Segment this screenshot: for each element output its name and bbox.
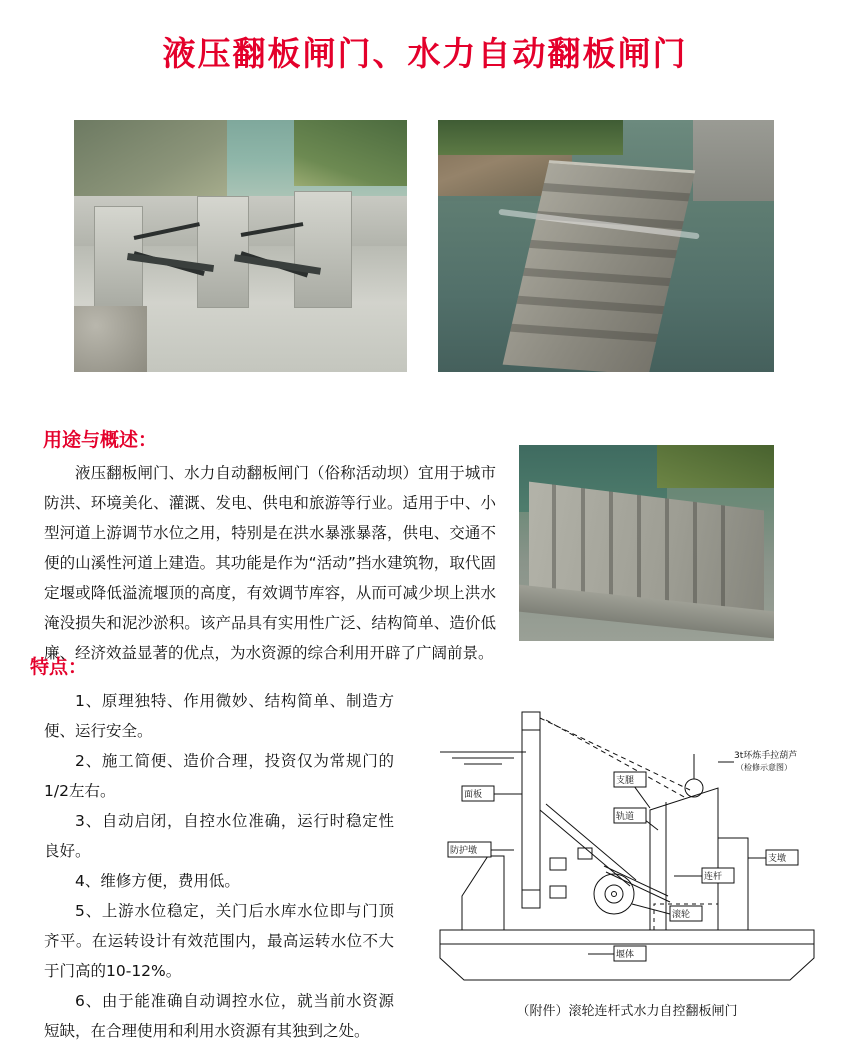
label-hoist-sub-text: （检修示意图） [736,763,792,772]
section-heading-features: 特点： [30,656,88,678]
feature-item: 3、自动启闭，自控水位准确，运行时稳定性良好。 [44,812,394,860]
feature-item: 4、维修方便，费用低。 [75,872,240,890]
section-heading-overview: 用途与概述： [43,429,158,451]
photo-treeline [438,120,623,155]
drawing-label-track [614,808,646,823]
label-roller-text: 滚轮 [672,910,691,920]
drawing-caption: （附件）滚轮连杆式水力自控翻板闸门 [516,1004,738,1019]
label-support-pier-text: 支墩 [768,854,787,864]
photo-weir-segment [510,324,658,342]
drawing-label-roller [670,906,702,921]
label-track-text: 轨道 [616,812,635,822]
photo-flap-gate-row [519,445,774,641]
feature-item: 2、施工简便、造价合理，投资仅为常规门的1/2左右。 [44,752,394,800]
page-title: 液压翻板闸门、水力自动翻板闸门 [162,34,688,73]
drawing-label-hoist [734,749,797,772]
label-panel-text: 面板 [464,790,483,800]
label-support-arm-text: 支腿 [616,776,635,786]
drawing-label-support-pier [766,850,798,865]
label-hoist-text: 3t环炼手拉葫芦 [734,751,798,761]
feature-item: 1、原理独特、作用微妙、结构简单、制造方便、运行安全。 [44,692,394,740]
photo-bank-area [74,120,227,206]
photo-weir-segment [530,240,678,258]
drawing-label-base [614,946,646,961]
drawing-label-support-arm [614,772,646,787]
photo-green-bank [657,445,774,488]
feature-item: 6、由于能准确自动调控水位，就当前水资源短缺，在合理使用和利用水资源有其独到之处。 [44,992,394,1040]
label-base-text: 堰体 [616,950,635,960]
photo-hydraulic-flap-gate-front [74,120,407,372]
photo-pier [294,191,353,309]
drawing-label-connecting-rod [702,868,734,883]
drawing-label-guard-pier [448,842,491,857]
technical-drawing [418,690,836,1005]
photo-weir-segment [543,184,691,202]
drawing-label-panel [462,786,494,801]
photo-weir-segment [523,268,671,286]
label-connecting-rod-text: 连杆 [704,872,723,882]
feature-item: 5、上游水位稳定，关门后水库水位即与门顶齐平。在运转设计有效范围内，最高运转水位不大于门高的10-12%。 [44,902,394,980]
features-list [44,686,394,1046]
photo-weir-segment [517,296,665,314]
photo-long-flap-weir-river [438,120,774,372]
label-guard-pier-text: 防护墩 [450,846,478,856]
overview-paragraph: 液压翻板闸门、水力自动翻板闸门（俗称活动坝）宜用于城市防洪、环境美化、灌溉、发电、供电和旅游等行业。适用于中、小型河道上游调节水位之用，特别是在洪水暴涨暴落，供电、交通不便的山溪性河道上建造。其功能是作为“活动”挡水建筑物，取代固定堰或降低溢流堰顶的高度，有效调节库容，从而可减少坝上洪水淹没损失和泥沙淤积。该产品具有实用性广泛、结构简单、造价低廉、经济效益显著的优点，为水资源的综合利用开辟了广阔前景。 [44,464,496,662]
photo-vegetation-area [294,120,407,186]
photo-rock [74,306,147,372]
